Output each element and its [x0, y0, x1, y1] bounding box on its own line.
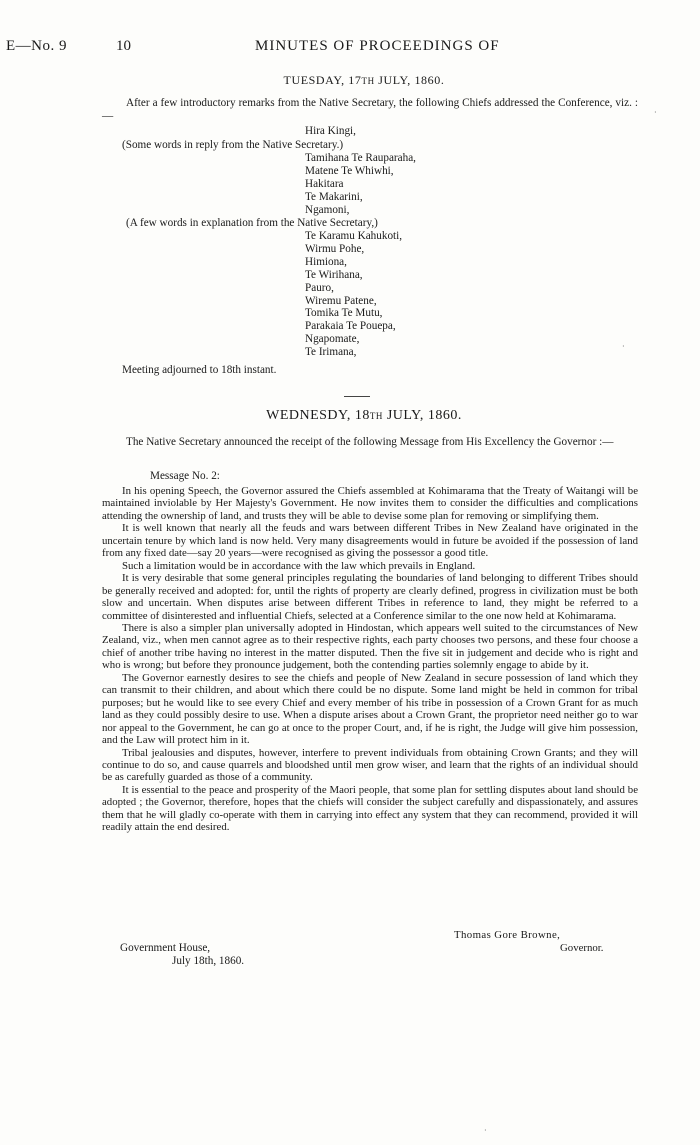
chief-name: Ngamoni, [305, 203, 350, 216]
chief-name: Tamihana Te Rauparaha, [305, 152, 416, 164]
running-title: MINUTES OF PROCEEDINGS OF [255, 38, 500, 54]
chiefs-list-a [305, 125, 356, 138]
message-paragraph: It is very desirable that some general principles regulating the boundaries of land belonging to different Tribes should be generally received and adopted: for, until the rights of property are clearly defined, progress in civilization must be both slow and uncertain. When disputes arise between different Tribes in reference to land, they might be referred to a committee of disinterested and influential Chiefs, selected at a Conference similar to the one now held at Kohimarama. [102, 572, 638, 622]
chief-name: Pauro, [305, 281, 334, 294]
message-paragraph: The Governor earnestly desires to see the chiefs and people of New Zealand in secure possession of land which they can transmit to their children, and about which there could be no dispute. Some land might be held in common for tribal purposes; but he would like to see every Chief and every member of his tribe in possession of a Crown Grant for as much land as they could possibly desire to use. When a dispute arises about a Crown Grant, the proprietor need neither go to war nor appeal to the Government, he can go at once to the proper Court, and, if he is right, the Judge will give him possession, and the Law will protect him in it. [102, 671, 638, 747]
chief-name: Te Makarini, [305, 190, 363, 203]
page-number: 10 [116, 38, 131, 54]
message-paragraph: Such a limitation would be in accordance with the law which prevails in England. [122, 559, 476, 572]
chief-name: Te Irimana, [305, 346, 357, 359]
remark-reply: (Some words in reply from the Native Secretary.) [122, 139, 344, 151]
signature-name: Thomas Gore Browne, [454, 929, 561, 941]
print-speck: · [484, 1126, 487, 1135]
chief-name: Tomika Te Mutu, [305, 307, 383, 320]
signing-date: July 18th, 1860. [172, 955, 245, 967]
document-reference: E—No. 9 [6, 38, 67, 54]
remark-explanation: (A few words in explanation from the Native Secretary,) [126, 217, 378, 229]
message-paragraph: It is well known that nearly all the feuds and wars between different Tribes in New Zealand have originated in the uncertain tenure by which land is now held. Very many disagreements would in future be avoided if the possession of land from any fixed date—say 20 years—were recognised as giving the possessor a good title. [102, 522, 638, 560]
message-number: Message No. 2: [150, 470, 220, 482]
chief-name: Te Wirihana, [305, 268, 363, 281]
message-paragraph: There is also a simpler plan universally adopted in Hindostan, which appears well suited to the circumstances of New Zealand, viz., when men cannot agree as to their respective rights, each party chooses two persons, and these four choose a chief of another tribe having no interest in the matter disputed. Then the five sit in judgement and decide who is right and who is wrong; but before they pronounce judgement, both the contending parties solemnly engage to abide by it. [102, 621, 638, 672]
chief-name: Himiona, [305, 255, 347, 268]
governor-message [102, 485, 638, 834]
message-paragraph: In his opening Speech, the Governor assured the Chiefs assembled at Kohimarama that the Treaty of Waitangi will be maintained inviolable by Her Majesty's Government. He now invites them to consider the difficulties and complications attending the ownership of land, and trusts they will be able to devise some plan for removing or simplifying them. [102, 485, 638, 522]
chief-name: Wiremu Patene, [305, 294, 377, 307]
message-paragraph: Tribal jealousies and disputes, however, interfere to prevent individuals from obtaining Crown Grants; and they will continue to do so, and cause quarrels and bloodshed until men grow wiser, and learn that the rights of an individual should be as carefully guarded as those of a community. [102, 746, 638, 784]
page-header [0, 38, 700, 58]
chiefs-list-c [305, 230, 402, 359]
chief-name: Hakitara [305, 177, 344, 190]
print-speck: · [622, 342, 625, 351]
chief-name: Matene Te Whiwhi, [305, 164, 394, 177]
print-speck: · [654, 108, 657, 117]
meeting-date-tuesday: TUESDAY, 17TH JULY, 1860. [283, 73, 445, 87]
chief-name: Hira Kingi, [305, 125, 356, 137]
meeting-date-wednesday: WEDNESDY, 18TH JULY, 1860. [266, 408, 462, 423]
chief-name: Ngapomate, [305, 333, 360, 346]
section-divider [344, 396, 370, 397]
meeting2-intro: The Native Secretary announced the receipt of the following Message from His Excellency the Governor :— [126, 436, 614, 448]
adjournment-note: Meeting adjourned to 18th instant. [122, 364, 277, 376]
chief-name: Te Karamu Kahukoti, [305, 230, 403, 242]
meeting1-intro: After a few introductory remarks from the Native Secretary, the following Chiefs addressed the Conference, viz. :— [102, 97, 638, 123]
chiefs-list-b [305, 152, 416, 217]
signature-title: Governor. [560, 942, 604, 954]
chief-name: Wirmu Pohe, [305, 242, 365, 255]
chief-name: Parakaia Te Pouepa, [305, 320, 396, 333]
message-paragraph: It is essential to the peace and prosperity of the Maori people, that some plan for settling disputes about land should be adopted ; the Governor, therefore, hopes that the chiefs will consider the subject carefully and dispassionately, and assures them that he will gladly co-operate with them in carrying into effect any system that they can recommend, provided it will readily attain the end desired. [102, 783, 638, 834]
signing-place: Government House, [120, 942, 211, 954]
